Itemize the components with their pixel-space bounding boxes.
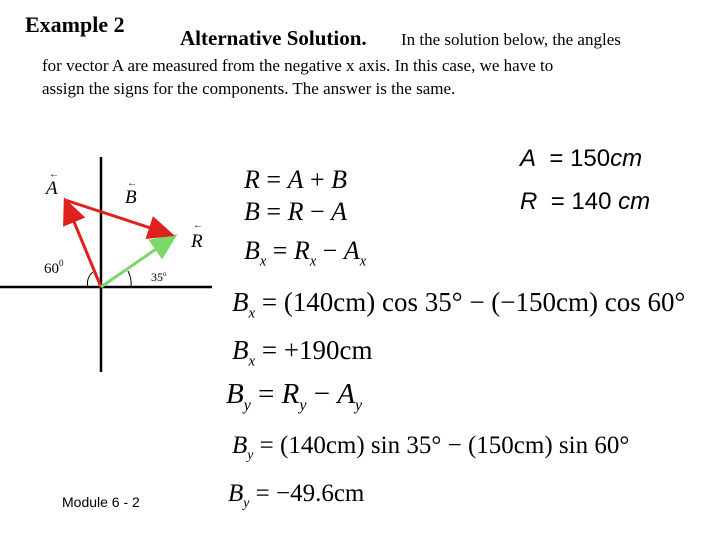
angle-A-label: $60^0$ <box>44 258 64 277</box>
bx-result: $B_x = +190cm$ <box>232 335 373 370</box>
vector-R-label: R <box>191 231 203 252</box>
vector-B-arrow: ← <box>127 178 137 189</box>
vector-eq-B: B = R − A <box>244 197 348 226</box>
by-component-eq: $B_y = R_y - A_y$ <box>226 378 363 415</box>
angle-arc-R <box>128 271 131 287</box>
by-result: $B_y = -49.6cm$ <box>228 480 365 511</box>
bx-substitution: $B_x = (140cm)$ cos 35° − (−150cm) cos 60° <box>232 287 686 322</box>
given-R: R = 140 cm <box>520 188 651 215</box>
module-footer: Module 6 - 2 <box>62 494 140 510</box>
vector-A <box>65 200 101 287</box>
angle-R-label: 35$^o$ <box>151 270 167 284</box>
vector-A-label: A <box>46 178 58 199</box>
angle-arc-A <box>87 272 93 287</box>
alt-solution-heading: Alternative Solution. <box>180 26 367 50</box>
by-substitution: $B_y = (140cm)$ sin 35° − (150cm) sin 60° <box>232 432 630 463</box>
intro-line-3: assign the signs for the components. The answer is the same. <box>42 79 456 98</box>
intro-line-1: In the solution below, the angles <box>401 30 621 49</box>
vector-A-arrow: ← <box>49 169 59 180</box>
bx-component-eq: $B_x = R_x - A_x$ <box>244 236 367 270</box>
vector-eq-R: R = A + B <box>244 165 348 194</box>
slide-title: Example 2 <box>25 12 125 37</box>
given-A: A = 150cm <box>520 145 643 172</box>
vector-R <box>101 236 175 287</box>
vector-B <box>65 200 172 235</box>
vector-B-label: B <box>125 187 137 208</box>
intro-line-2: for vector A are measured from the negative x axis. In this case, we have to <box>42 56 554 75</box>
vector-R-arrow: ← <box>193 220 203 231</box>
